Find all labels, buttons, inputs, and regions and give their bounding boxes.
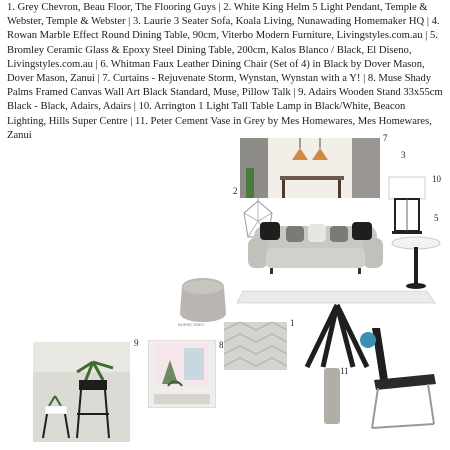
label-1: 1 [290, 318, 295, 328]
paint-swatch[interactable] [176, 273, 231, 328]
canvas-wall-art[interactable] [148, 340, 216, 408]
label-7: 7 [383, 133, 388, 143]
label-5: 5 [434, 213, 439, 223]
table-lamp[interactable] [382, 175, 432, 235]
label-2: 2 [233, 186, 238, 196]
chevron-floor-tile[interactable] [224, 322, 287, 370]
dining-chair[interactable] [358, 324, 440, 432]
cement-vase[interactable] [322, 368, 342, 424]
label-11: 11 [340, 366, 349, 376]
label-4: 4 [357, 334, 361, 342]
label-8: 8 [219, 340, 224, 350]
label-9: 9 [134, 338, 139, 348]
sofa[interactable] [248, 218, 383, 280]
item-list-caption: 1. Grey Chevron, Beau Floor, The Flooring Guys | 2. White King Helm 5 Light Pendant, Temple & Webster, Temple & Webster | 3. Laurie 3 Seater Sofa, Koala Living, Nunawading Homemaker HQ | 4. Rowan Marble Effect Round Dining Table, 90cm, Viterbo Modern Furniture, Livingstyles.com.au | 5. Bromley Ceramic Glass & Epoxy Steel Dining Table, 200cm, Kalos Blanco / Black, El Diseno, Livingstyles.com.au | 6. Whitman Faux Leather Dining Chair (Set of 4) in Black by Dover Mason, Dover Mason, Zanui | 7. Curtains - Rejuvenate Storm, Wynstan, Wynstan with a Y! | 8. Muse Shady Palms Framed Canvas Wall Art Black Standard, Muse, Pillow Talk | 9. Adairs Wooden Stand 33x55cm Black - Black, Adairs, Adairs | 10. Arrington 1 Light Tall Table Lamp in Black/White, Beacon Lighting, Hills Super Centre | 11. Peter Cement Vase in Grey by Mes Homewares, Mes Homewares, Zanui [7, 2, 443, 141]
label-3: 3 [401, 150, 406, 160]
plant-stand-photo[interactable] [33, 342, 130, 442]
label-10: 10 [432, 174, 441, 184]
paint-swatch-label: NURSE GREY [178, 322, 205, 327]
